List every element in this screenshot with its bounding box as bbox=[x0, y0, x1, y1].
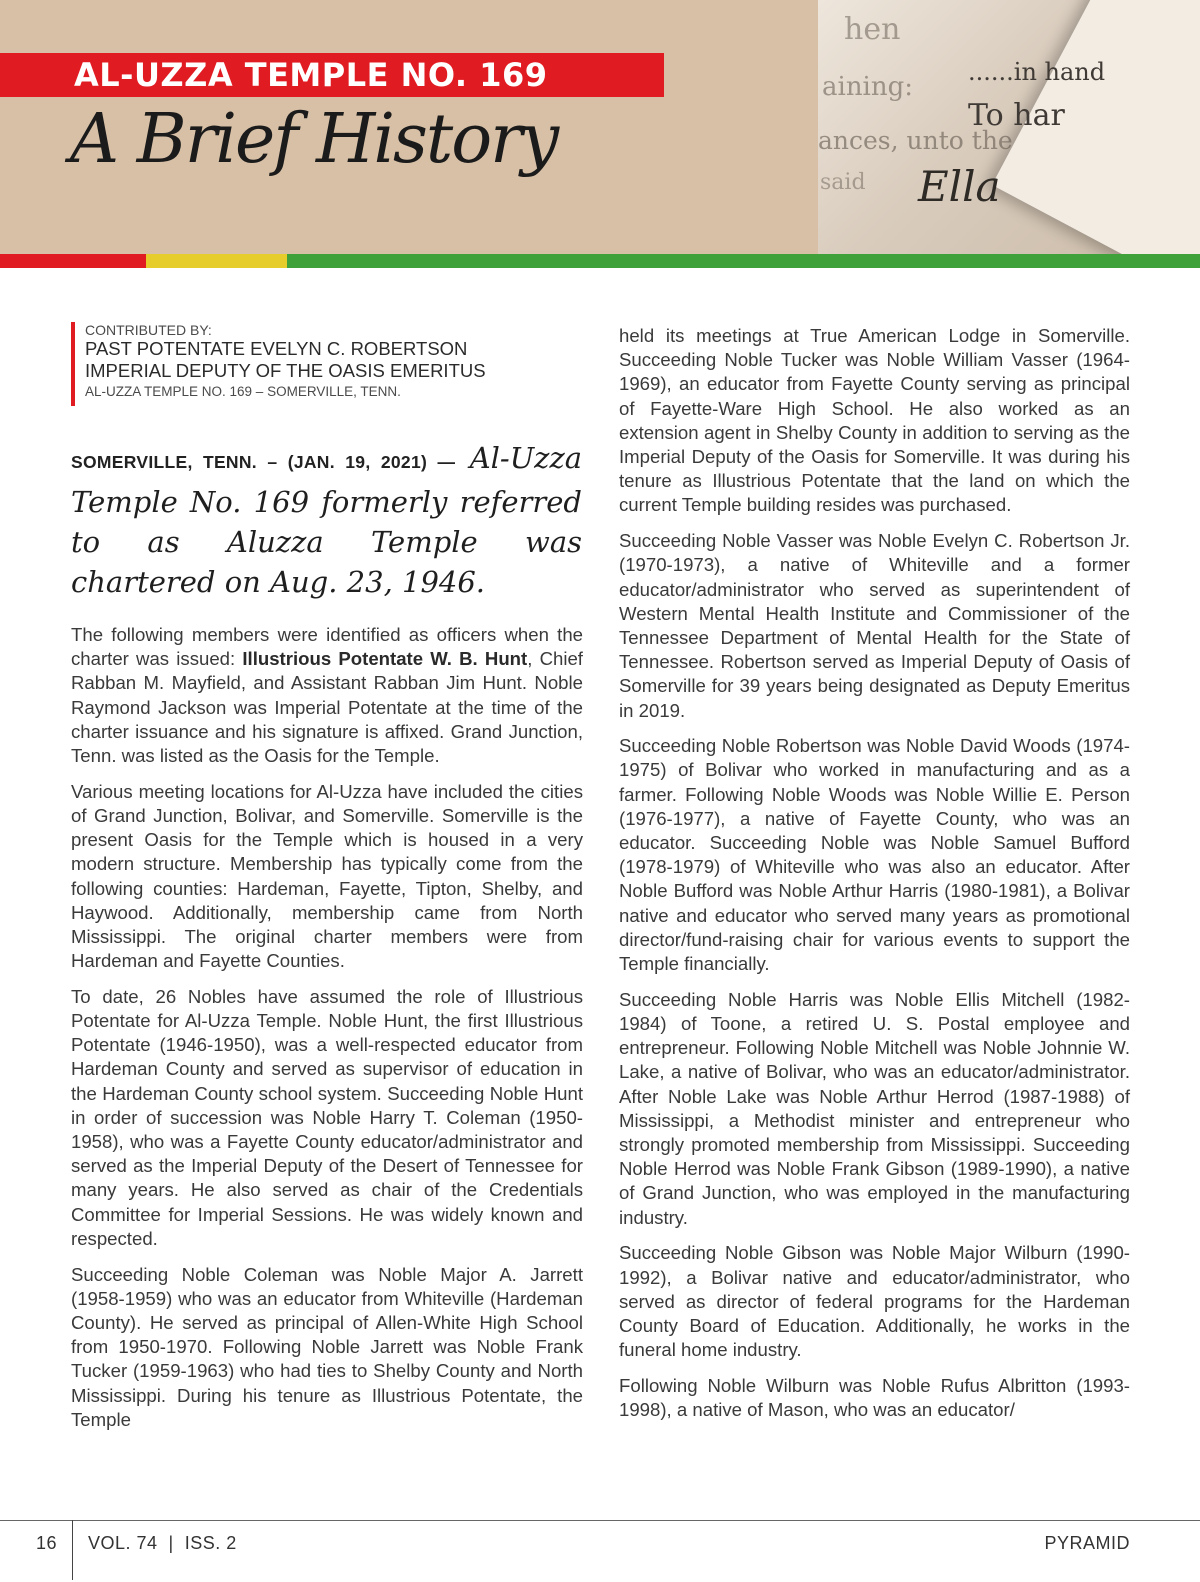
footer-divider bbox=[0, 1520, 1200, 1521]
photo-script-line: Ella bbox=[918, 162, 1001, 211]
stripe-yellow bbox=[146, 254, 287, 268]
magazine-name: PYRAMID bbox=[1044, 1533, 1130, 1553]
photo-script-line: aining: bbox=[822, 72, 914, 102]
stripe-green bbox=[287, 254, 1200, 268]
paragraph-text: The following members were identified as officers when the charter was issued: bbox=[71, 624, 583, 670]
left-column bbox=[71, 623, 583, 1444]
photo-script-line: To har bbox=[968, 98, 1065, 133]
paragraph: Succeeding Noble Gibson was Noble Major Wilburn (1990-1992), a Bolivar native and educator/administrator, who served as director of federal programs for the Hardeman County Board of Education. Additionally, he works in the funeral home industry. bbox=[619, 1242, 1130, 1361]
paragraph-text: , Chief Rabban M. Mayfield, and Assistant Rabban Jim Hunt. Noble Raymond Jackson was Imperial Potentate at the time of the charter issuance and his signature is affixed. Grand Junction, Tenn. was listed as the Oasis for the Temple. bbox=[71, 648, 583, 767]
kicker-bar bbox=[0, 53, 664, 97]
kicker-title: AL-UZZA TEMPLE NO. 169 bbox=[74, 56, 548, 94]
lead-text: Al-Uzza Temple No. 169 formerly referred to as Aluzza Temple was chartered on Aug. 23, 1946. bbox=[71, 441, 583, 599]
photo-script-line: said bbox=[820, 170, 866, 195]
paragraph: Succeeding Noble Vasser was Noble Evelyn C. Robertson Jr. (1970-1973), a native of Whiteville and a former educator/administrator who served as superintendent of Western Mental Health Institute and Commissioner of the Tennessee Department of Mental Health for the State of Tennessee. Robertson served as Imperial Deputy of Oasis of Somerville for 39 years being designated as Deputy Emeritus in 2019. bbox=[619, 530, 1130, 721]
header-banner bbox=[0, 0, 1200, 254]
footer-tick bbox=[72, 1520, 73, 1580]
right-column bbox=[619, 324, 1130, 1434]
paragraph: Succeeding Noble Robertson was Noble David Woods (1974-1975) of Bolivar who worked in manufacturing and as a farmer. Following Noble Woods was Noble Willie E. Person (1976-1977), a native of Fayette County, who was an educator. Succeeding Noble was Noble Samuel Bufford (1978-1979) of Whiteville who was also an educator. After Noble Bufford was Noble Arthur Harris (1980-1981), a Bolivar native and educator who served many years as promotional director/fund-raising chair for various events to support the Temple financially. bbox=[619, 735, 1130, 975]
paragraph: Various meeting locations for Al-Uzza have included the cities of Grand Junction, Bolivar, and Somerville. Somerville is the present Oasis for the Temple which is housed in a very modern structure. Membership has typically come from the following counties: Hardeman, Fayette, Tipton, Shelby, and Haywood. Additionally, membership came from North Mississippi. The original charter members were from Hardeman and Fayette Counties. bbox=[71, 780, 583, 972]
issue-info: VOL. 74 | ISS. 2 bbox=[88, 1533, 237, 1553]
contributor-role: IMPERIAL DEPUTY OF THE OASIS EMERITUS bbox=[85, 360, 486, 381]
page-title: A Brief History bbox=[70, 100, 558, 179]
stripe-red bbox=[0, 254, 146, 268]
paragraph bbox=[71, 623, 583, 768]
paragraph: To date, 26 Nobles have assumed the role of Illustrious Potentate for Al-Uzza Temple. Noble Hunt, the first Illustrious Potentate (1946-1950), was a well-respected educator from Hardeman County and served as supervisor of education in the Hardeman County school system. Succeeding Noble Hunt in order of succession was Noble Harry T. Coleman (1950-1958), who was a Fayette County educator/administrator and served as the Imperial Deputy of the Desert of Tennessee for many years. He also served as chair of the Credentials Committee for Imperial Sessions. He was widely known and respected. bbox=[71, 985, 583, 1249]
photo-script-line: ......in hand bbox=[968, 58, 1106, 86]
contributor-location: AL-UZZA TEMPLE NO. 169 – SOMERVILLE, TENN. bbox=[85, 384, 401, 399]
lead-paragraph bbox=[71, 438, 582, 602]
officer-name: Illustrious Potentate W. B. Hunt bbox=[242, 648, 528, 670]
contributor-label: CONTRIBUTED BY: bbox=[85, 322, 212, 338]
paragraph: held its meetings at True American Lodge in Somerville. Succeeding Noble Tucker was Noble William Vasser (1964-1969), an educator from Fayette County serving as principal of Fayette-Ware High School. He also worked as an extension agent in Shelby County in addition to serving as the Imperial Deputy of the Oasis for Somerville. It was during his tenure as Illustrious Potentate that the land on which the current Temple building resides was purchased. bbox=[619, 325, 1130, 516]
paragraph: Succeeding Noble Coleman was Noble Major A. Jarrett (1958-1959) who was an educator from Whiteville (Hardeman County). He served as principal of Allen-White High School from 1950-1970. Following Noble Jarrett was Noble Frank Tucker (1959-1963) who had ties to Shelby County and North Mississippi. During his tenure as Illustrious Potentate, the Temple bbox=[71, 1263, 583, 1430]
document-photo bbox=[818, 0, 1200, 254]
paragraph: Following Noble Wilburn was Noble Rufus Albritton (1993-1998), a native of Mason, who was an educator/ bbox=[619, 1374, 1130, 1421]
page-number: 16 bbox=[36, 1533, 58, 1553]
photo-script-line: ances, unto the bbox=[818, 126, 1013, 155]
photo-script-line: hen bbox=[844, 12, 901, 47]
contributor-name: PAST POTENTATE EVELYN C. ROBERTSON bbox=[85, 338, 468, 359]
paragraph: Succeeding Noble Harris was Noble Ellis Mitchell (1982-1984) of Toone, a retired U. S. Postal employee and entrepreneur. Following Noble Mitchell was Noble Johnnie W. Lake, a native of Bolivar, who was an educator/administrator. After Noble Lake was Noble Arthur Herrod (1987-1988) of Mississippi, a Methodist minister and entrepreneur who strongly promoted membership from Mississippi. Succeeding Noble Herrod was Noble Frank Gibson (1989-1990), a native of Grand Junction, who was employed in the manufacturing industry. bbox=[619, 988, 1130, 1228]
dateline: SOMERVILLE, TENN. – (JAN. 19, 2021) — bbox=[71, 452, 456, 472]
contributor-block bbox=[71, 322, 486, 406]
